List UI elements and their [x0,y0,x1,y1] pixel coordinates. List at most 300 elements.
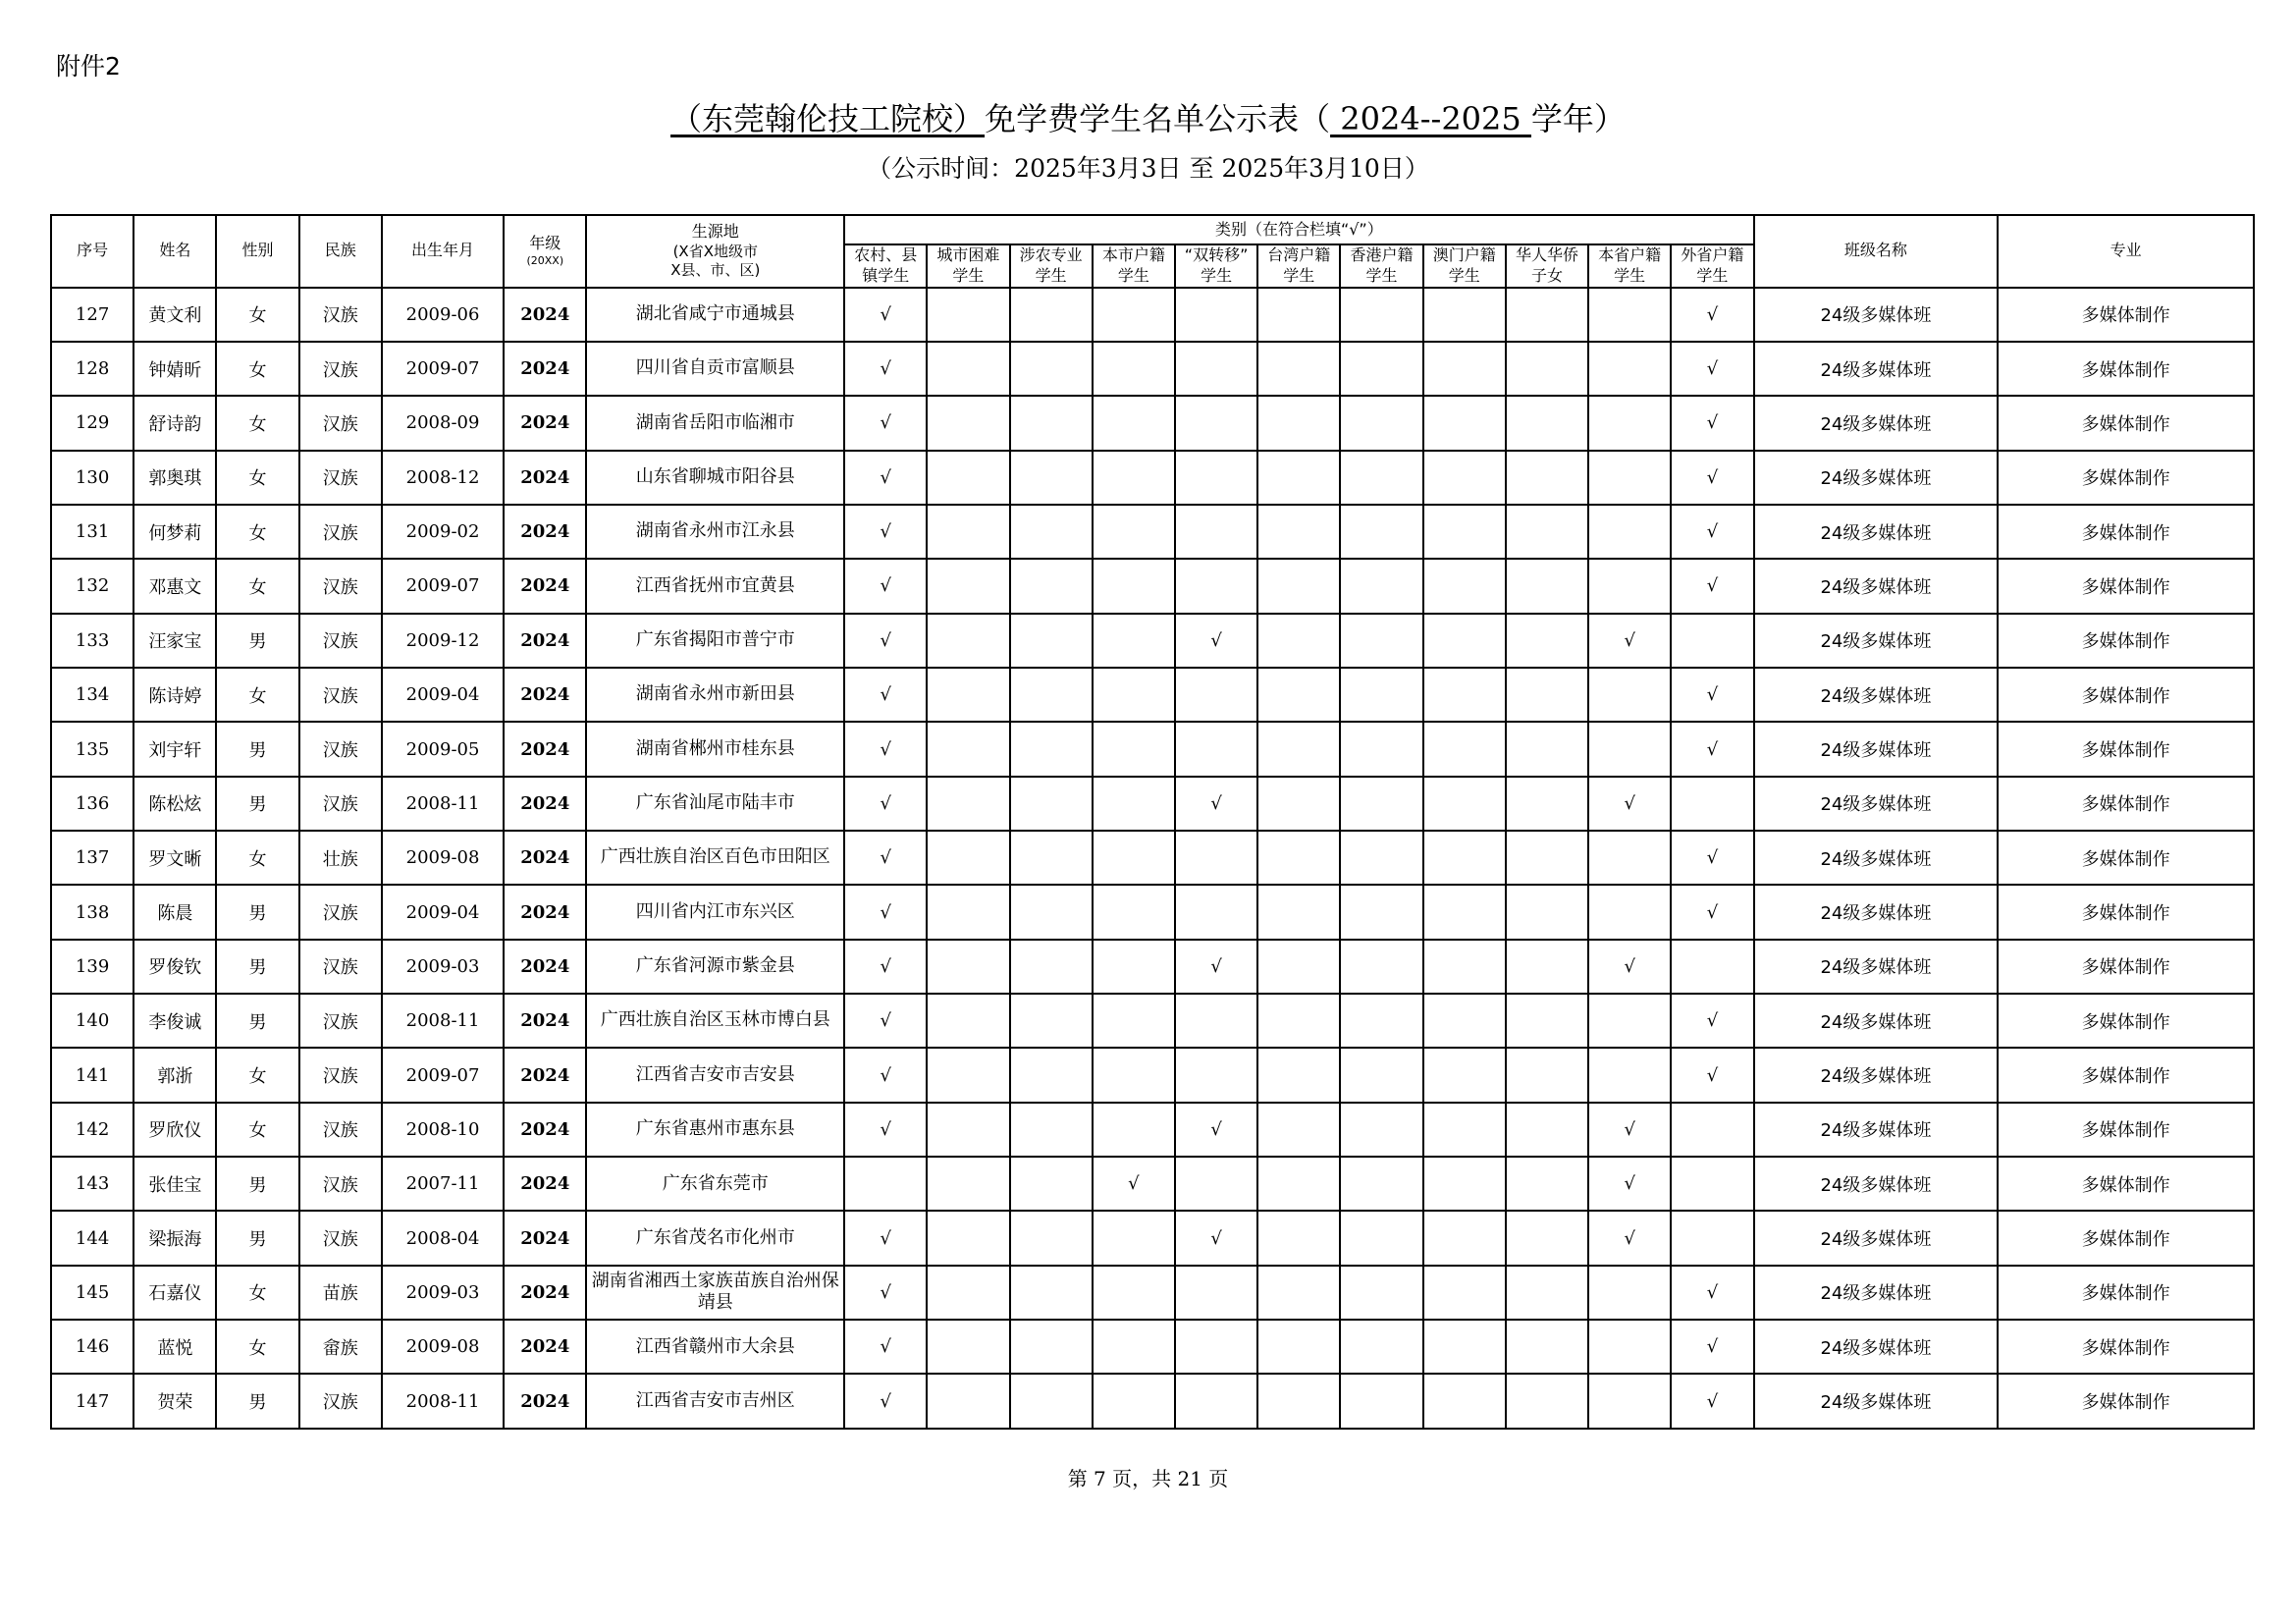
cell-category-check [1588,994,1671,1048]
cell-category-check [1588,505,1671,559]
cell-origin: 江西省赣州市大余县 [586,1320,844,1374]
cell-category-check: √ [844,288,927,342]
cell-category-check [1588,722,1671,776]
cell-category-check [1093,1374,1175,1429]
col-category-2 [1010,244,1093,288]
col-origin [586,215,844,288]
cell-category-check [1506,940,1588,994]
cell-origin: 广东省茂名市化州市 [586,1211,844,1265]
cell-grade: 2024 [504,288,586,342]
col-category-label: 澳门户籍 [1432,245,1496,264]
col-category-label: 台湾户籍 [1267,245,1331,264]
cell-class-name: 24级多媒体班 [1754,505,1999,559]
cell-category-check [1671,1103,1753,1157]
cell-category-check [1257,668,1340,722]
cell-category-check [1506,994,1588,1048]
cell-class-name: 24级多媒体班 [1754,451,1999,505]
cell-gender: 女 [216,505,298,559]
cell-major: 多媒体制作 [1998,342,2254,396]
cell-category-check: √ [844,1211,927,1265]
cell-category-check [1257,396,1340,450]
cell-name: 邓惠文 [133,559,216,613]
col-category-label: 子女 [1530,265,1563,285]
cell-origin: 江西省吉安市吉州区 [586,1374,844,1429]
cell-category-check [1010,1103,1093,1157]
cell-category-check [1093,831,1175,885]
cell-category-check: √ [844,1048,927,1102]
table-row [51,777,2254,831]
cell-origin: 广东省揭阳市普宁市 [586,614,844,668]
cell-category-check [927,831,1009,885]
cell-category-check: √ [1671,668,1753,722]
cell-category-check [1588,342,1671,396]
cell-major: 多媒体制作 [1998,1374,2254,1429]
cell-category-check [1010,1266,1093,1320]
cell-category-check: √ [844,668,927,722]
cell-category-check: √ [844,505,927,559]
cell-category-check: √ [844,722,927,776]
cell-grade: 2024 [504,668,586,722]
col-category-label: 学生 [1614,265,1646,285]
cell-category-check [1093,668,1175,722]
cell-category-check [1093,777,1175,831]
cell-category-check: √ [1175,940,1257,994]
cell-category-check: √ [1671,1374,1753,1429]
cell-grade: 2024 [504,1048,586,1102]
table-row [51,1374,2254,1429]
cell-category-check [1506,1266,1588,1320]
cell-class-name: 24级多媒体班 [1754,1103,1999,1157]
cell-grade: 2024 [504,1266,586,1320]
cell-class-name: 24级多媒体班 [1754,1266,1999,1320]
cell-category-check [1010,668,1093,722]
col-category-label: 学生 [1117,265,1149,285]
cell-category-check: √ [844,1374,927,1429]
cell-seq: 146 [51,1320,133,1374]
cell-class-name: 24级多媒体班 [1754,1048,1999,1102]
cell-name: 刘宇轩 [133,722,216,776]
cell-category-check: √ [1588,1103,1671,1157]
cell-category-check [1423,1103,1506,1157]
cell-name: 陈诗婷 [133,668,216,722]
cell-category-check: √ [1588,777,1671,831]
cell-grade: 2024 [504,1211,586,1265]
cell-category-check [1340,722,1422,776]
cell-category-check [1257,1048,1340,1102]
cell-class-name: 24级多媒体班 [1754,885,1999,939]
col-category-8 [1506,244,1588,288]
cell-seq: 136 [51,777,133,831]
cell-category-check [1506,396,1588,450]
col-class-name: 班级名称 [1754,215,1999,288]
cell-class-name: 24级多媒体班 [1754,1320,1999,1374]
col-name: 姓名 [133,215,216,288]
cell-grade: 2024 [504,614,586,668]
cell-category-check [927,1103,1009,1157]
cell-ethnicity: 汉族 [299,940,382,994]
cell-origin: 广西壮族自治区玉林市博白县 [586,994,844,1048]
cell-gender: 男 [216,1211,298,1265]
cell-name: 梁振海 [133,1211,216,1265]
table-row [51,288,2254,342]
cell-category-check [1506,1103,1588,1157]
cell-category-check [1175,1320,1257,1374]
cell-category-check [1175,831,1257,885]
cell-category-check: √ [1588,614,1671,668]
cell-class-name: 24级多媒体班 [1754,1374,1999,1429]
col-category-label: 外省户籍 [1681,245,1744,264]
cell-class-name: 24级多媒体班 [1754,559,1999,613]
table-row [51,1266,2254,1320]
col-category-7 [1423,244,1506,288]
cell-major: 多媒体制作 [1998,885,2254,939]
cell-birth: 2009-03 [382,1266,504,1320]
cell-category-check [1588,1048,1671,1102]
cell-category-check [1010,831,1093,885]
cell-category-check [1423,559,1506,613]
cell-grade: 2024 [504,722,586,776]
cell-seq: 138 [51,885,133,939]
cell-category-check [1423,505,1506,559]
cell-category-check: √ [1175,1211,1257,1265]
cell-ethnicity: 壮族 [299,831,382,885]
cell-category-check [1257,994,1340,1048]
cell-ethnicity: 汉族 [299,288,382,342]
cell-category-check: √ [1671,1266,1753,1320]
cell-birth: 2009-07 [382,1048,504,1102]
cell-category-check [1423,1157,1506,1211]
cell-birth: 2009-04 [382,668,504,722]
cell-category-check [927,1374,1009,1429]
cell-category-check [1588,288,1671,342]
cell-major: 多媒体制作 [1998,1048,2254,1102]
cell-category-check [1340,885,1422,939]
cell-category-check: √ [844,1320,927,1374]
cell-gender: 男 [216,722,298,776]
col-grade [504,215,586,288]
col-category-group: 类别（在符合栏填“√”） [844,215,1753,244]
cell-category-check [927,396,1009,450]
cell-category-check: √ [1671,885,1753,939]
title-end: 学年） [1530,100,1626,137]
cell-category-check [1588,1266,1671,1320]
cell-category-check [1340,1374,1422,1429]
cell-gender: 女 [216,342,298,396]
cell-name: 舒诗韵 [133,396,216,450]
cell-name: 黄文利 [133,288,216,342]
cell-category-check [1423,1266,1506,1320]
cell-grade: 2024 [504,885,586,939]
cell-origin: 广东省惠州市惠东县 [586,1103,844,1157]
cell-category-check [1175,885,1257,939]
cell-seq: 142 [51,1103,133,1157]
cell-category-check [1010,342,1093,396]
cell-category-check: √ [844,831,927,885]
cell-origin: 湖北省咸宁市通城县 [586,288,844,342]
cell-name: 罗文晰 [133,831,216,885]
cell-category-check [1340,505,1422,559]
cell-category-check [1257,1320,1340,1374]
cell-class-name: 24级多媒体班 [1754,1157,1999,1211]
col-ethnicity: 民族 [299,215,382,288]
col-category-0 [844,244,927,288]
cell-ethnicity: 汉族 [299,559,382,613]
cell-class-name: 24级多媒体班 [1754,396,1999,450]
cell-gender: 男 [216,994,298,1048]
table-row [51,505,2254,559]
col-origin-label: 生源地 [691,221,739,241]
cell-gender: 男 [216,1157,298,1211]
cell-major: 多媒体制作 [1998,777,2254,831]
cell-origin: 江西省吉安市吉安县 [586,1048,844,1102]
cell-category-check: √ [844,940,927,994]
cell-gender: 女 [216,1266,298,1320]
cell-category-check: √ [844,451,927,505]
col-category-6 [1340,244,1422,288]
cell-major: 多媒体制作 [1998,614,2254,668]
cell-gender: 男 [216,1374,298,1429]
cell-category-check [1506,722,1588,776]
cell-category-check [1340,1048,1422,1102]
cell-seq: 133 [51,614,133,668]
cell-category-check [1506,1211,1588,1265]
cell-major: 多媒体制作 [1998,288,2254,342]
col-category-label: 学生 [1365,265,1398,285]
cell-origin: 湖南省郴州市桂东县 [586,722,844,776]
cell-category-check [927,614,1009,668]
cell-major: 多媒体制作 [1998,1320,2254,1374]
cell-category-check [1093,1048,1175,1102]
attachment-label: 附件2 [56,52,121,81]
cell-category-check [1257,1374,1340,1429]
cell-category-check [927,505,1009,559]
cell-category-check [1257,1266,1340,1320]
cell-category-check [1340,559,1422,613]
cell-category-check [1010,559,1093,613]
cell-category-check [1257,451,1340,505]
cell-seq: 130 [51,451,133,505]
cell-category-check [927,288,1009,342]
cell-ethnicity: 畲族 [299,1320,382,1374]
cell-category-check [1093,614,1175,668]
cell-category-check [1340,1157,1422,1211]
cell-class-name: 24级多媒体班 [1754,1211,1999,1265]
cell-ethnicity: 汉族 [299,614,382,668]
cell-category-check [1423,342,1506,396]
cell-birth: 2009-07 [382,559,504,613]
cell-seq: 135 [51,722,133,776]
cell-grade: 2024 [504,1157,586,1211]
title-year: 2024--2025 [1330,100,1531,137]
table-row [51,1103,2254,1157]
cell-category-check [1340,831,1422,885]
cell-ethnicity: 汉族 [299,1103,382,1157]
cell-major: 多媒体制作 [1998,1157,2254,1211]
cell-category-check [844,1157,927,1211]
cell-category-check: √ [844,1103,927,1157]
cell-category-check [1423,668,1506,722]
cell-grade: 2024 [504,994,586,1048]
cell-ethnicity: 汉族 [299,396,382,450]
cell-category-check [1423,451,1506,505]
cell-class-name: 24级多媒体班 [1754,288,1999,342]
cell-major: 多媒体制作 [1998,722,2254,776]
cell-category-check [1175,288,1257,342]
cell-category-check [927,668,1009,722]
cell-class-name: 24级多媒体班 [1754,940,1999,994]
cell-category-check [1257,1211,1340,1265]
cell-category-check [1175,1157,1257,1211]
cell-category-check [1340,1103,1422,1157]
cell-seq: 131 [51,505,133,559]
cell-ethnicity: 汉族 [299,451,382,505]
cell-category-check: √ [844,396,927,450]
cell-ethnicity: 汉族 [299,1211,382,1265]
cell-category-check: √ [844,777,927,831]
cell-category-check [1671,1211,1753,1265]
cell-category-check [1257,288,1340,342]
col-grade-format: (20XX) [526,254,564,268]
cell-ethnicity: 汉族 [299,722,382,776]
cell-category-check [1257,722,1340,776]
cell-category-check [1257,940,1340,994]
cell-birth: 2008-11 [382,1374,504,1429]
cell-name: 李俊诚 [133,994,216,1048]
cell-grade: 2024 [504,831,586,885]
cell-category-check [1423,777,1506,831]
cell-birth: 2008-12 [382,451,504,505]
cell-birth: 2009-03 [382,940,504,994]
cell-class-name: 24级多媒体班 [1754,668,1999,722]
cell-category-check [1340,777,1422,831]
cell-category-check [1423,1211,1506,1265]
cell-class-name: 24级多媒体班 [1754,777,1999,831]
cell-major: 多媒体制作 [1998,1266,2254,1320]
cell-ethnicity: 汉族 [299,994,382,1048]
cell-grade: 2024 [504,940,586,994]
cell-origin: 湖南省永州市江永县 [586,505,844,559]
cell-category-check [927,342,1009,396]
cell-grade: 2024 [504,505,586,559]
cell-category-check: √ [1175,777,1257,831]
page-number: 第 7 页，共 21 页 [1067,1467,1229,1490]
cell-grade: 2024 [504,396,586,450]
cell-category-check [1340,1211,1422,1265]
col-category-3 [1093,244,1175,288]
table-row [51,559,2254,613]
cell-name: 陈晨 [133,885,216,939]
cell-category-check [1093,722,1175,776]
cell-category-check: √ [1671,559,1753,613]
cell-name: 蓝悦 [133,1320,216,1374]
cell-birth: 2008-04 [382,1211,504,1265]
cell-category-check: √ [1588,940,1671,994]
cell-category-check [1175,722,1257,776]
cell-category-check [1588,668,1671,722]
cell-major: 多媒体制作 [1998,994,2254,1048]
cell-category-check [927,559,1009,613]
cell-category-check [1506,1157,1588,1211]
cell-category-check [1423,994,1506,1048]
col-category-label: 涉农专业 [1019,245,1083,264]
col-category-9 [1588,244,1671,288]
cell-category-check [1423,722,1506,776]
cell-category-check [927,1266,1009,1320]
cell-seq: 143 [51,1157,133,1211]
cell-category-check [1175,994,1257,1048]
table-row [51,722,2254,776]
cell-category-check [1423,1374,1506,1429]
col-category-label: 本省户籍 [1598,245,1662,264]
cell-category-check: √ [1175,614,1257,668]
cell-name: 郭浙 [133,1048,216,1102]
cell-category-check [1506,559,1588,613]
cell-ethnicity: 苗族 [299,1266,382,1320]
cell-category-check: √ [844,1266,927,1320]
cell-seq: 134 [51,668,133,722]
cell-gender: 男 [216,885,298,939]
cell-origin: 湖南省湘西土家族苗族自治州保靖县 [586,1266,844,1320]
cell-class-name: 24级多媒体班 [1754,722,1999,776]
cell-category-check [1423,396,1506,450]
publicity-period: （公示时间：2025年3月3日 至 2025年3月10日） [867,154,1429,183]
table-row [51,831,2254,885]
cell-category-check [1175,668,1257,722]
cell-seq: 127 [51,288,133,342]
cell-category-check: √ [1671,831,1753,885]
cell-gender: 女 [216,451,298,505]
col-category-10 [1671,244,1753,288]
cell-origin: 湖南省永州市新田县 [586,668,844,722]
col-category-label: 城市困难 [936,245,1000,264]
cell-grade: 2024 [504,342,586,396]
cell-name: 贺荣 [133,1374,216,1429]
cell-category-check [1423,885,1506,939]
cell-category-check: √ [1671,505,1753,559]
col-gender: 性别 [216,215,298,288]
col-category-label: 学生 [1035,265,1067,285]
cell-category-check: √ [1671,342,1753,396]
cell-grade: 2024 [504,777,586,831]
cell-category-check [927,451,1009,505]
cell-category-check [927,885,1009,939]
cell-category-check [1010,940,1093,994]
cell-birth: 2007-11 [382,1157,504,1211]
cell-category-check [1257,614,1340,668]
col-seq: 序号 [51,215,133,288]
cell-seq: 132 [51,559,133,613]
cell-class-name: 24级多媒体班 [1754,342,1999,396]
cell-major: 多媒体制作 [1998,668,2254,722]
cell-class-name: 24级多媒体班 [1754,614,1999,668]
cell-category-check: √ [1671,722,1753,776]
cell-major: 多媒体制作 [1998,1211,2254,1265]
col-major: 专业 [1998,215,2254,288]
cell-category-check [1671,777,1753,831]
cell-major: 多媒体制作 [1998,451,2254,505]
cell-category-check [1010,288,1093,342]
cell-category-check [927,1211,1009,1265]
cell-class-name: 24级多媒体班 [1754,831,1999,885]
cell-category-check [1506,831,1588,885]
cell-category-check [1340,1320,1422,1374]
cell-category-check [1340,940,1422,994]
cell-category-check [1175,342,1257,396]
cell-category-check [1010,1157,1093,1211]
cell-category-check [1340,342,1422,396]
cell-category-check [1010,1211,1093,1265]
cell-category-check: √ [1588,1157,1671,1211]
